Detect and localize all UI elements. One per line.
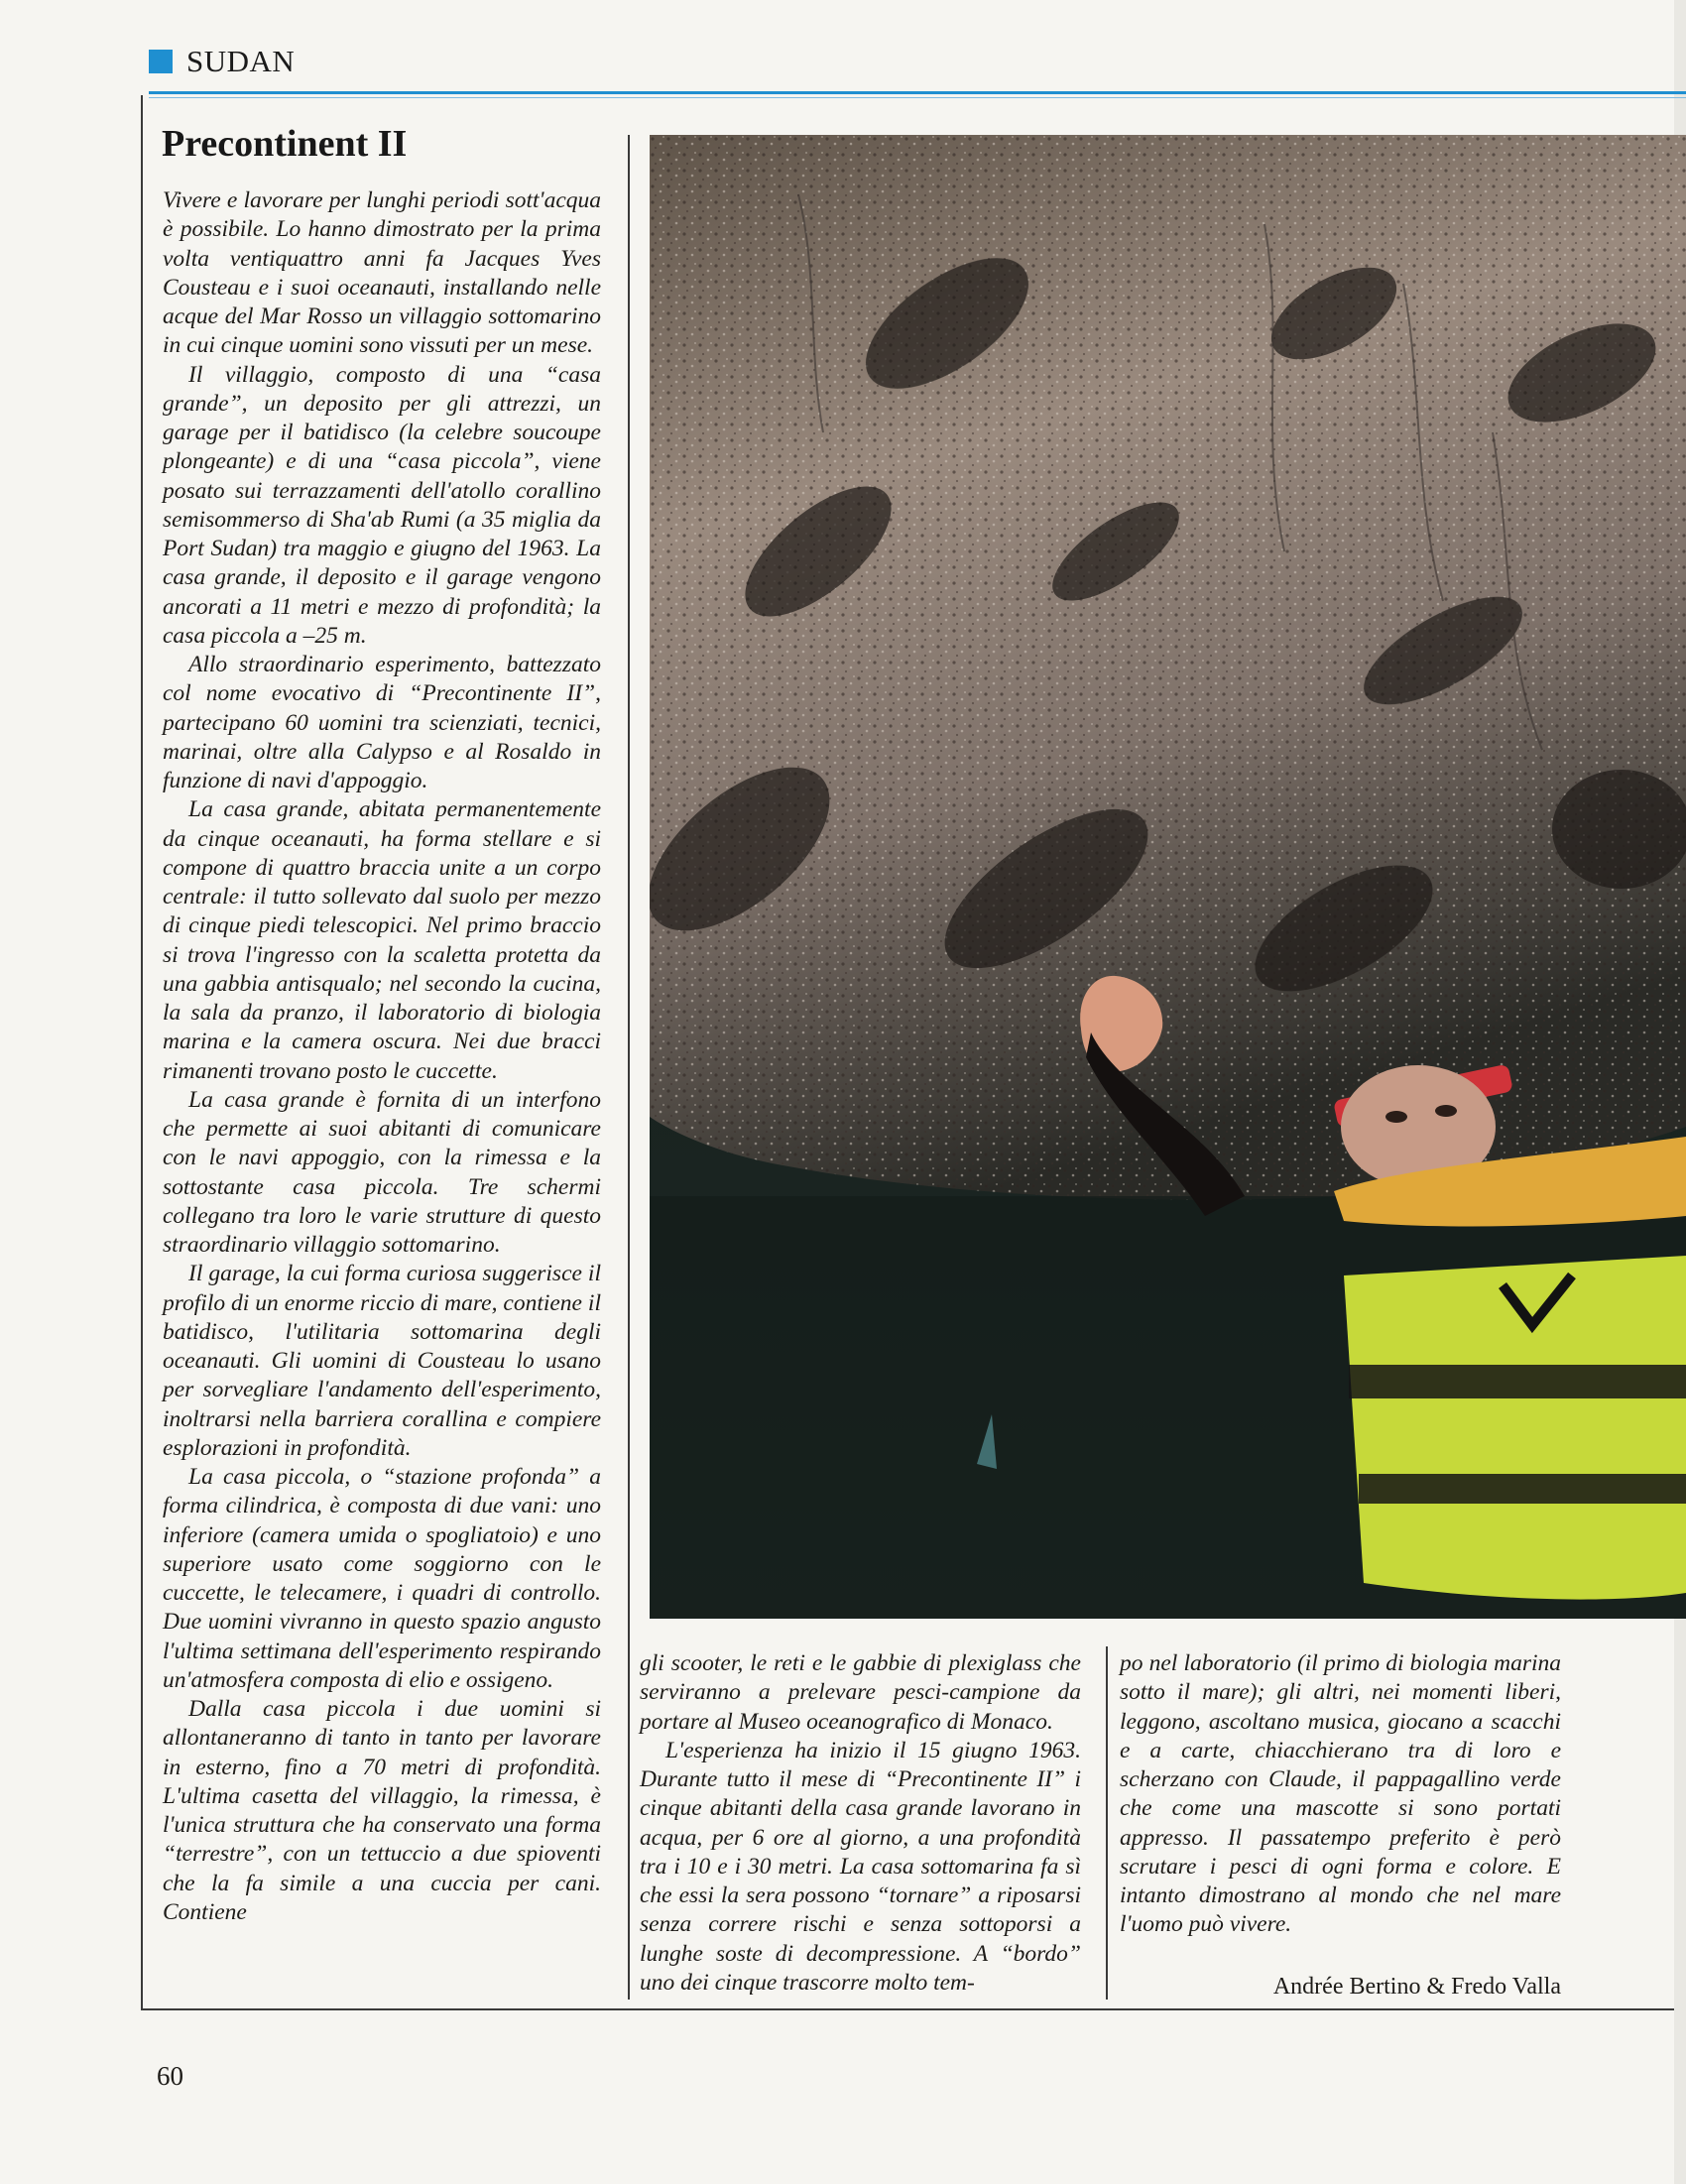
byline: Andrée Bertino & Fredo Valla (1272, 1974, 1561, 2000)
frame-left-border (141, 95, 143, 2009)
paragraph-2: Il villaggio, composto di una “casa grande”, un deposito per gli attrezzi, un garage per il batidisco (la celebre soucoupe plongeante) e di una “casa piccola”, viene posato sui terrazzamenti dell'atollo corallino semisommerso di Sha'ab Rumi (a 35 miglia da Port Sudan) tra maggio e giugno del 1963. La casa grande, il deposito e il garage vengono ancorati a 11 metri e mezzo di profondità; la casa piccola a –25 m. (163, 361, 601, 649)
paragraph-7: La casa piccola, o “stazione profonda” a forma cilindrica, è composta di due vani: uno inferiore (camera umida o spogliatoio) e uno superiore usato come soggiorno con le cuccette, le telecamere, i quadri di controllo. Due uomini vivranno in questo spazio angusto l'ultima settimana dell'esperimento respirando un'atmosfera composta di elio e ossigeno. (163, 1464, 601, 1693)
column-rule-1 (628, 135, 630, 2000)
text-column-1 (163, 186, 601, 1927)
section-header (149, 44, 295, 79)
paragraph-4: La casa grande, abitata permanentemente da cinque oceanauti, ha forma stellare e si compone di quattro braccia unite a un corpo centrale: il tutto sollevato dal suolo per mezzo di cinque piedi telescopici. Nel primo braccio si trova l'ingresso con la scaletta protetta da una gabbia antisqualo; nel secondo la cucina, la sala da pranzo, il laboratorio di biologia marina e la camera oscura. Nei due bracci rimanenti trovano posto le cuccette. (163, 796, 601, 1084)
photo-diver-under-rock (650, 135, 1686, 1619)
paragraph-6: Il garage, la cui forma curiosa suggerisce il profilo di un enorme riccio di mare, contiene il batidisco, l'utilitaria sottomarina degli oceanauti. Gli uomini di Cousteau lo usano per sorvegliare l'andamento dell'esperimento, inoltrarsi nella barriera corallina e compiere esplorazioni in profondità. (163, 1261, 601, 1461)
paragraph-8: Dalla casa piccola i due uomini si allontaneranno di tanto in tanto per lavorare in esterno, fino a 70 metri di profondità. L'ultima casetta del villaggio, la rimessa, è l'unica struttura che ha conservato una forma “terrestre”, con un tettuccio a due spioventi che la fa simile a una cuccia per cani. Contiene (163, 1696, 601, 1925)
frame-bottom-border (141, 2008, 1674, 2010)
section-marker-square (149, 50, 173, 73)
paragraph-3: Allo straordinario esperimento, battezzato col nome evocativo di “Precontinente II”, partecipano 60 uomini tra scienziati, tecnici, marinai, oltre alla Calypso e al Rosaldo in funzione di navi d'appoggio. (163, 652, 601, 793)
header-rule (149, 91, 1686, 94)
paragraph-5: La casa grande è fornita di un interfono che permette ai suoi abitanti di comunicare con le navi appoggio, con la rimessa e la sottostante casa piccola. Tre schermi collegano tra loro le varie strutture di questo straordinario villaggio sottomarino. (163, 1086, 601, 1258)
article-title: Precontinent II (162, 123, 408, 165)
text-column-3 (1120, 1649, 1561, 1940)
paragraph-9: gli scooter, le reti e le gabbie di plexiglass che serviranno a prelevare pesci-campione da portare al Museo oceanografico di Monaco. (640, 1650, 1081, 1735)
paragraph-1: Vivere e lavorare per lunghi periodi sott'acqua è possibile. Lo hanno dimostrato per la prima volta ventiquattro anni fa Jacques Yves Cousteau e i suoi oceanauti, installando nelle acque del Mar Rosso un villaggio sottomarino in cui cinque uomini sono vissuti per un mese. (163, 187, 601, 359)
column-rule-2 (1106, 1646, 1108, 2000)
header-rule-thin (149, 97, 1686, 98)
paragraph-10: L'esperienza ha inizio il 15 giugno 1963. Durante tutto il mese di “Precontinente II” i cinque abitanti della casa grande lavorano in acqua, per 6 ore al giorno, a una profondità tra i 10 e i 30 metri. La casa sottomarina fa sì che essi la sera possono “tornare” a riposarsi senza correre rischi e senza sottoporsi a lunghe soste di decompressione. A “bordo” uno dei cinque trascorre molto tem- (640, 1737, 1081, 1996)
text-column-2 (640, 1649, 1081, 1998)
page-number: 60 (157, 2061, 183, 2091)
section-label: SUDAN (186, 44, 296, 78)
paragraph-11: po nel laboratorio (il primo di biologia marina sotto il mare); gli altri, nei momenti liberi, leggono, ascoltano musica, giocano a scacchi e a carte, chiacchierano tra di loro e scherzano con Claude, il pappagallino verde che come una mascotte si sono portati appresso. Il passatempo preferito è però scrutare i pesci di ogni forma e colore. E intanto dimostrano al mondo che nel mare l'uomo può vivere. (1120, 1650, 1561, 1938)
